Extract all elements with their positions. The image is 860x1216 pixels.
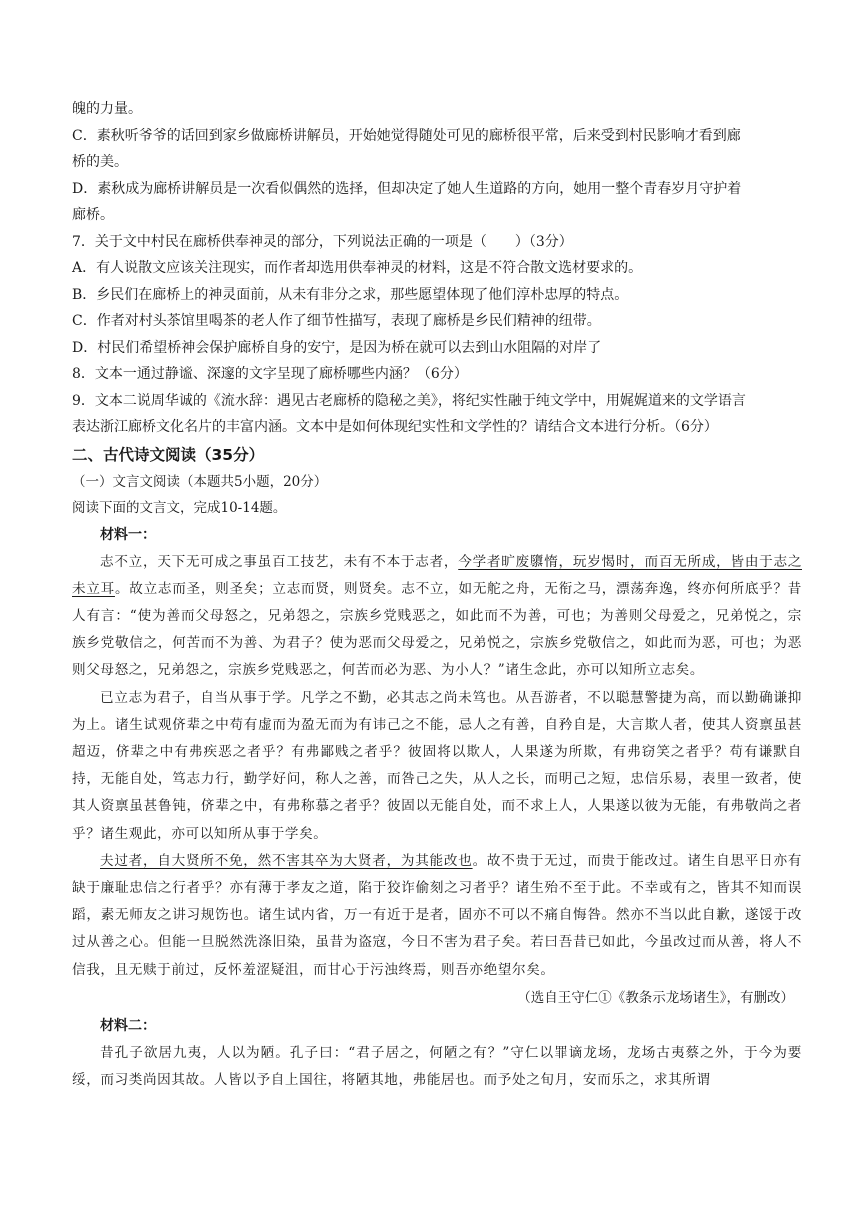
q6-option-B-tail: 魄的力量。 xyxy=(72,101,142,117)
material-1-paragraph-2: 已立志为君子，自当从事于学。凡学之不勤，必其志之尚未笃也。从吾游者，不以聪慧警捷为高，而以勤确谦抑为上。诸生试观侪辈之中苟有虚而为盈无而为有讳己之不能，忌人之有善，自矜自是，大言欺人者，使其人资禀虽甚超迈，侪辈之中有弗疾恶之者乎？有弗鄙贱之者乎？彼固将以欺人，人果遂为所欺，有弗窃笑之者乎？苟有谦默自持，无能自处，笃志力行，勤学好问，称人之善，而咎己之失，从人之长，而明己之短，忠信乐易，表里一致者，使其人资禀虽甚鲁钝，侪辈之中，有弗称慕之者乎？彼固以无能自处，而不求上人，人果遂以彼为无能，有弗敬尚之者乎？诸生观此，亦可以知所从事于学矣。 xyxy=(72,689,802,842)
q6-option-C-line2: 桥的美。 xyxy=(72,154,128,170)
q6-option-C-line1: C．素秋听爷爷的话回到家乡做廊桥讲解员，开始她觉得随处可见的廊桥很平常，后来受到村民影响才看到廊 xyxy=(72,127,741,144)
q7-option-B: B．乡民们在廊桥上的神灵面前，从未有非分之求，那些愿望体现了他们淳朴忠厚的特点。 xyxy=(72,286,629,303)
question-9-line2: 表达浙江廊桥文化名片的丰富内涵。文本中是如何体现纪实性和文学性的？请结合文本进行分析。（6分） xyxy=(72,419,718,435)
source-citation: （选自王守仁①《教条示龙场诸生》，有删改） xyxy=(517,989,794,1006)
subsection-heading: （一）文言文阅读（本题共5小题，20分） xyxy=(72,473,328,490)
text-run: 。故立志而圣，则圣矣；立志而贤，则贤矣。志不立，如无舵之舟，无衔之马，漂荡奔逸，终亦何所底乎？昔人有言：“使为善而父母怒之，兄弟怨之，宗族乡党贱恶之，如此而不为善，可也；为善则父母爱之，兄弟悦之，宗族乡党敬信之，何苦而不为善、为君子？使为恶而父母爱之，兄弟悦之，宗族乡党敬信之，如此而为恶，可也；为恶则父母怒之，兄弟怨之，宗族乡党贱恶之，何苦而必为恶、为小人？”诸生念此，亦可以知所立志矣。 xyxy=(72,580,802,679)
underlined-sentence: 今学者旷废隳惰，玩岁愒时，而百无所成，皆由于志之未立耳 xyxy=(72,553,802,597)
material-1-paragraph-1 xyxy=(72,549,802,685)
question-7: 7．关于文中村民在廊桥供奉神灵的部分，下列说法正确的一项是（ ）（3分） xyxy=(72,233,573,250)
material-1-body xyxy=(72,549,802,984)
material-2-paragraph-1: 昔孔子欲居九夷，人以为陋。孔子曰：“君子居之，何陋之有？”守仁以罪谪龙场，龙场古夷蔡之外，于今为要绥，而习类尚因其故。人皆以予自上国往，将陋其地，弗能居也。而予处之旬月，安而乐之，求其所谓 xyxy=(72,1044,802,1088)
material-2-title: 材料二： xyxy=(100,1017,156,1034)
underlined-sentence: 夫过者，自大贤所不免，然不害其卒为大贤者，为其能改也 xyxy=(100,852,473,869)
q7-option-A: A．有人说散文应该关注现实，而作者却选用供奉神灵的材料，这是不符合散文选材要求的。 xyxy=(72,260,643,276)
reading-instruction: 阅读下面的文言文，完成10-14题。 xyxy=(72,499,287,516)
q6-option-D-line1: D．素秋成为廊桥讲解员是一次看似偶然的选择，但却决定了她人生道路的方向，她用一整个青春岁月守护着 xyxy=(72,180,742,197)
document-page xyxy=(72,96,802,1094)
section-heading: 二、古代诗文阅读（35分） xyxy=(72,445,265,464)
q7-option-C: C．作者对村头茶馆里喝茶的老人作了细节性描写，表现了廊桥是乡民们精神的纽带。 xyxy=(72,313,601,329)
question-9-line1: 9．文本二说周华诚的《流水辞：遇见古老廊桥的隐秘之美》，将纪实性融于纯文学中，用娓娓道来的文学语言 xyxy=(72,392,746,409)
question-8: 8．文本一通过静谧、深邃的文字呈现了廊桥哪些内涵？（6分） xyxy=(72,366,468,382)
material-2-body xyxy=(72,1040,802,1094)
q7-option-D: D．村民们希望桥神会保护廊桥自身的安宁，是因为桥在就可以去到山水阻隔的对岸了 xyxy=(72,339,602,356)
q6-option-D-line2: 廊桥。 xyxy=(72,207,114,223)
material-1-paragraph-3 xyxy=(72,848,802,984)
material-1-title: 材料一： xyxy=(100,526,156,543)
text-run: 。故不贵于无过，而贵于能改过。诸生自思平日亦有缺于廉耻忠信之行者乎？亦有薄于孝友之道，陷于狡诈偷刻之习者乎？诸生殆不至于此。不幸或有之，皆其不知而误蹈，素无师友之讲习规饬也。诸生试内省，万一有近于是者，固亦不可以不痛自悔咎。然亦不当以此自歉，遂馁于改过从善之心。但能一旦脱然洗涤旧染，虽昔为盗寇，今日不害为君子矣。若曰吾昔已如此，今虽改过而从善，将人不信我，且无赎于前过，反怀羞涩疑沮，而甘心于污浊终焉，则吾亦绝望尔矣。 xyxy=(72,852,802,978)
text-run: 志不立，天下无可成之事虽百工技艺，未有不本于志者， xyxy=(100,553,459,570)
